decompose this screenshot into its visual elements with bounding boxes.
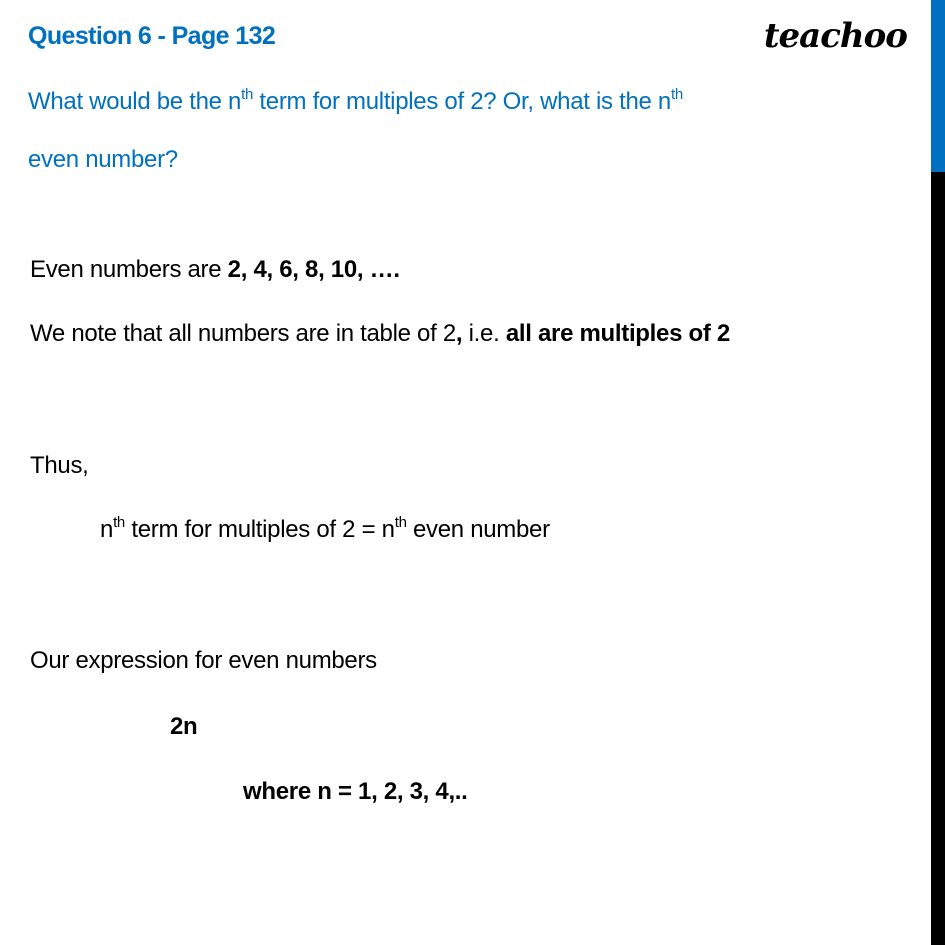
text: Even numbers are: [30, 256, 228, 283]
expression: 2n: [170, 713, 198, 740]
superscript: th: [113, 514, 125, 531]
note-line: [30, 320, 730, 348]
text: i.e.: [462, 320, 506, 347]
text: term for multiples of 2 = n: [124, 516, 395, 543]
text: even number: [406, 516, 550, 543]
question-text: term for multiples of 2? Or, what is the n: [253, 88, 671, 115]
thus-line: Thus,: [30, 452, 89, 479]
even-list: 2, 4, 6, 8, 10, ….: [227, 256, 400, 283]
expression-intro: Our expression for even numbers: [30, 647, 377, 674]
superscript: th: [241, 86, 254, 103]
emphasis: all are multiples of 2: [505, 320, 730, 347]
question-line-2: even number?: [28, 146, 178, 173]
side-accent-bar-black: [931, 172, 945, 945]
side-accent-bar-blue: [931, 0, 945, 172]
text: We note that all numbers are in table of 2: [30, 320, 456, 347]
question-line-1: [28, 88, 683, 116]
superscript: th: [670, 86, 683, 103]
superscript: th: [394, 514, 407, 531]
even-numbers-line: [30, 256, 400, 284]
nth-term-line: [100, 516, 550, 544]
page-title: Question 6 - Page 132: [28, 22, 276, 50]
teachoo-logo: teachoo: [763, 16, 907, 56]
text: ,: [455, 320, 463, 347]
question-text: What would be the n: [28, 88, 242, 115]
where-line: where n = 1, 2, 3, 4,..: [243, 778, 468, 805]
text: n: [100, 516, 114, 543]
